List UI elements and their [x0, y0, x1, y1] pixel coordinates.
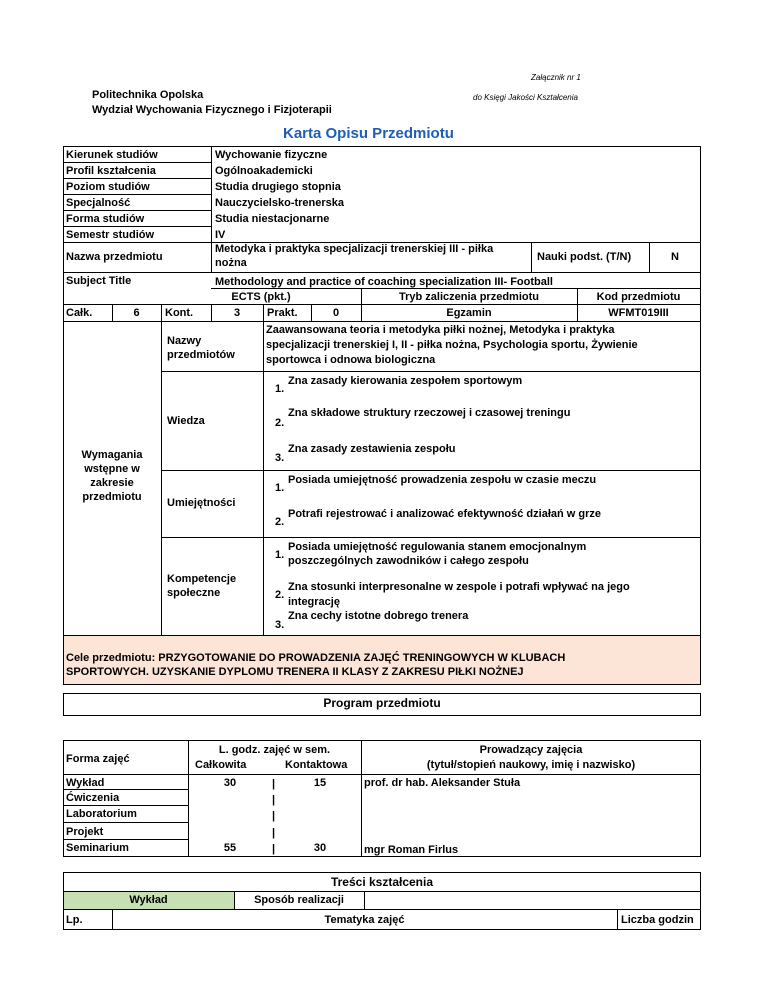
- info-label: Semestr studiów: [66, 229, 155, 241]
- info-value: IV: [215, 229, 226, 241]
- skills-item: Potrafi rejestrować i analizować efektywność działań w grze: [288, 508, 601, 520]
- social-number: 1.: [275, 549, 285, 561]
- contact-hours-header: Kontaktowa: [285, 759, 348, 771]
- mode-value: Egzamin: [446, 307, 492, 319]
- skills-number: 1.: [275, 482, 285, 494]
- contact-hours-cell: 15: [313, 777, 327, 789]
- social-item-line: Zna cechy istotne dobrego trenera: [288, 610, 469, 622]
- knowledge-item: Zna zasady zestawienia zespołu: [288, 443, 456, 455]
- skills-item: Posiada umiejętność prowadzenia zespołu w czasie meczu: [288, 474, 597, 486]
- requirements-label-line: Wymagania: [81, 449, 143, 461]
- method-label: Sposób realizacji: [254, 894, 344, 906]
- subject-name-line1: Metodyka i praktyka specjalizacji trenerskiej III - piłka: [215, 243, 494, 255]
- teacher-subheader: (tytuł/stopień naukowy, imię i nazwisko): [426, 759, 636, 771]
- prerequisite-courses-line: Zaawansowana teoria i metodyka piłki nożnej, Metodyka i praktyka: [266, 324, 615, 336]
- subject-title-value: Methodology and practice of coaching specialization III- Football: [215, 276, 553, 288]
- lecture-label: Wykład: [129, 894, 168, 906]
- separator: |: [272, 794, 276, 806]
- code-header: Kod przedmiotu: [596, 291, 681, 303]
- program-title: Program przedmiotu: [323, 696, 441, 710]
- prerequisite-courses-label-line: Nazwy: [167, 335, 202, 347]
- quality-book-note: do Księgi Jakości Kształcenia: [473, 93, 578, 102]
- requirements-label-line: przedmiotu: [82, 491, 142, 503]
- knowledge-item: Zna składowe struktury rzeczowej i czasowej treningu: [288, 407, 571, 419]
- total-hours-cell: 30: [223, 777, 237, 789]
- social-competence-label-line: Kompetencje: [167, 573, 237, 585]
- faculty-name: Wydział Wychowania Fizycznego i Fizjoterapii: [92, 104, 332, 116]
- separator: |: [272, 827, 276, 839]
- social-item-line: poszczególnych zawodników i całego zespołu: [288, 555, 529, 567]
- goals-line: SPORTOWYCH. UZYSKANIE DYPLOMU TRENERA II KLASY Z ZAKRESU PIŁKI NOŻNEJ: [66, 666, 524, 678]
- topic-label: Tematyka zajęć: [324, 914, 405, 926]
- contact-hours-cell: 30: [313, 842, 327, 854]
- knowledge-number: 3.: [275, 452, 285, 464]
- code-value: WFMT019III: [608, 307, 669, 319]
- ects-total-value: 6: [133, 307, 140, 319]
- ects-header: ECTS (pkt.): [231, 291, 291, 303]
- subject-name-line2: nożna: [215, 257, 247, 269]
- teacher-cell: mgr Roman Firlus: [364, 844, 459, 856]
- form-cell: Projekt: [66, 826, 104, 838]
- attachment-note: Załącznik nr 1: [531, 73, 581, 82]
- ects-practical-value: 0: [332, 307, 340, 319]
- social-item-line: Posiada umiejętność regulowania stanem emocjonalnym: [288, 541, 587, 553]
- hours-header: L. godz. zajęć w sem.: [218, 744, 331, 756]
- info-value: Nauczycielsko-trenerska: [215, 197, 345, 209]
- social-competence-label-line: społeczne: [167, 587, 221, 599]
- prerequisite-courses-label-line: przedmiotów: [167, 349, 235, 361]
- requirements-label-line: wstępne w: [84, 463, 140, 475]
- skills-number: 2.: [275, 516, 285, 528]
- knowledge-label: Wiedza: [167, 415, 205, 427]
- prerequisite-courses-line: specjalizacji trenerskiej I, II - piłka nożna, Psychologia sportu, Żywienie: [266, 339, 638, 351]
- form-cell: Seminarium: [66, 842, 129, 854]
- form-header: Forma zajęć: [66, 753, 130, 765]
- basic-sciences-label: Nauki podst. (T/N): [537, 251, 632, 263]
- hours-label: Liczba godzin: [621, 914, 694, 926]
- info-label: Poziom studiów: [66, 181, 150, 193]
- total-hours-header: Całkowita: [195, 759, 247, 771]
- social-item-line: Zna stosunki interpresonalne w zespole i potrafi wpływać na jego: [288, 581, 630, 593]
- form-cell: Ćwiczenia: [66, 792, 120, 804]
- subject-title-label: Subject Title: [66, 275, 132, 287]
- teacher-header: Prowadzący zajęcia: [479, 744, 583, 756]
- info-label: Kierunek studiów: [66, 149, 158, 161]
- university-name: Politechnika Opolska: [92, 89, 204, 101]
- separator: |: [272, 810, 276, 822]
- mode-header: Tryb zaliczenia przedmiotu: [399, 291, 539, 303]
- info-value: Studia niestacjonarne: [215, 213, 330, 225]
- social-item-line: integrację: [288, 596, 340, 608]
- page-title: Karta Opisu Przedmiotu: [283, 125, 454, 142]
- social-number: 2.: [275, 589, 285, 601]
- info-label: Specjalność: [66, 197, 131, 209]
- skills-label: Umiejętności: [167, 497, 236, 509]
- info-value: Wychowanie fizyczne: [215, 149, 328, 161]
- info-label: Forma studiów: [66, 213, 145, 225]
- social-number: 3.: [275, 619, 285, 631]
- goals-line: Cele przedmiotu: PRZYGOTOWANIE DO PROWADZENIA ZAJĘĆ TRENINGOWYCH W KLUBACH: [66, 652, 566, 664]
- ects-practical-label: Prakt.: [267, 307, 298, 319]
- ects-contact-label: Kont.: [165, 307, 194, 319]
- form-cell: Wykład: [66, 777, 105, 789]
- basic-sciences-value: N: [671, 251, 679, 263]
- knowledge-number: 2.: [275, 417, 285, 429]
- knowledge-number: 1.: [275, 383, 285, 395]
- lp-label: Lp.: [66, 914, 83, 926]
- ects-contact-value: 3: [233, 307, 241, 319]
- teacher-cell: prof. dr hab. Aleksander Stuła: [364, 777, 521, 789]
- total-hours-cell: 55: [223, 842, 237, 854]
- separator: |: [272, 843, 276, 855]
- form-cell: Laboratorium: [66, 808, 137, 820]
- requirements-label-line: zakresie: [90, 477, 134, 489]
- ects-total-label: Całk.: [66, 307, 93, 319]
- subject-name-label: Nazwa przedmiotu: [66, 251, 163, 263]
- info-label: Profil kształcenia: [66, 165, 156, 177]
- knowledge-item: Zna zasady kierowania zespołem sportowym: [288, 375, 523, 387]
- separator: |: [272, 778, 276, 790]
- info-value: Studia drugiego stopnia: [215, 181, 341, 193]
- content-title: Treści kształcenia: [330, 875, 434, 889]
- info-value: Ogólnoakademicki: [215, 165, 313, 177]
- prerequisite-courses-line: sportowca i odnowa biologiczna: [266, 354, 436, 366]
